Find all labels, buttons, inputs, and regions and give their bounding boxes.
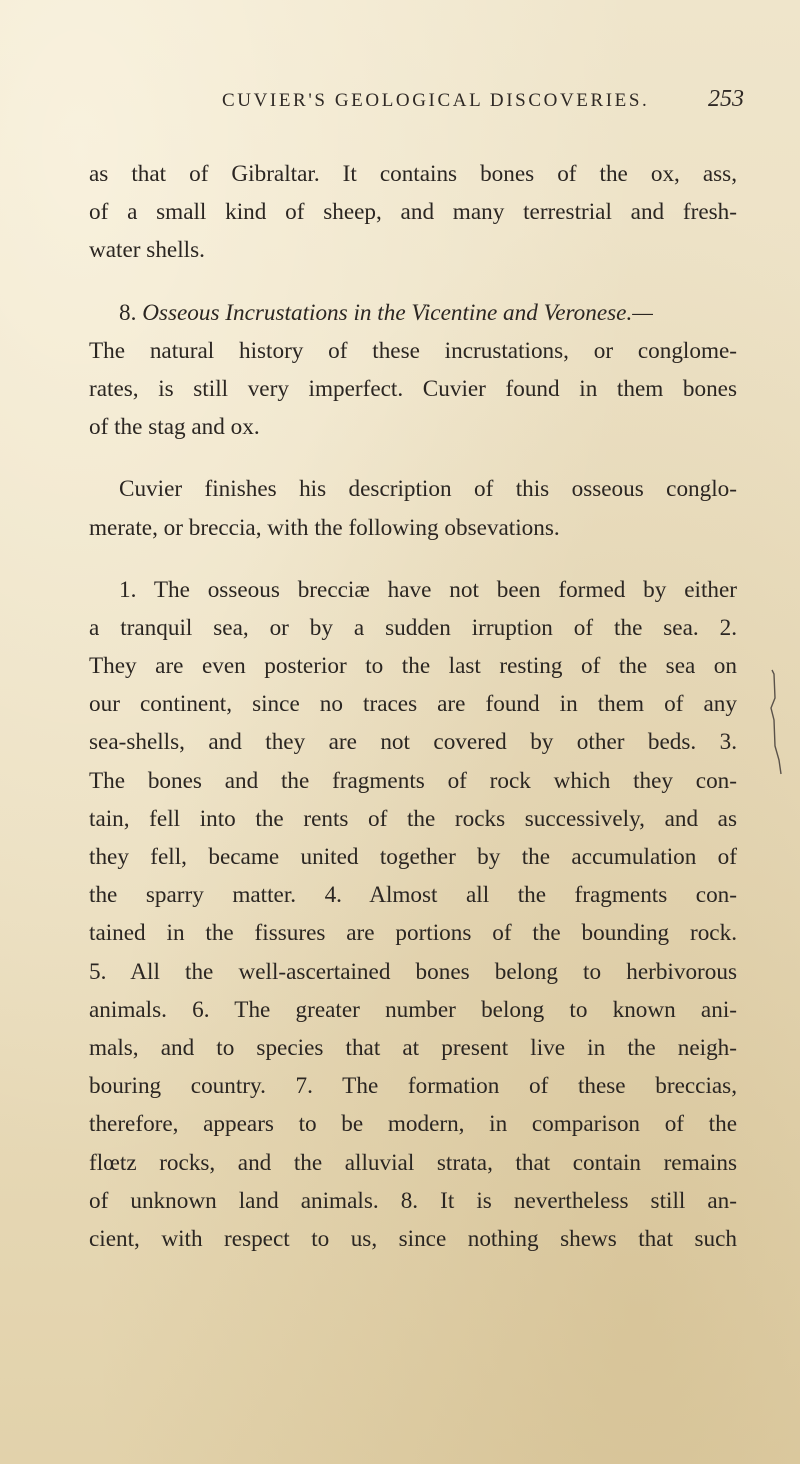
text-line: therefore, appears to be modern, in comparison of the [89, 1111, 737, 1138]
text-line: water shells. [89, 237, 205, 264]
paragraph-gap [89, 446, 737, 470]
text-line: The natural history of these incrustations, or conglome- [89, 337, 737, 364]
text-line: 5. All the well-ascertained bones belong to herbivorous [89, 958, 737, 985]
text-line: as that of Gibraltar. It contains bones of the ox, ass, [89, 161, 737, 187]
paragraph-1 [89, 155, 737, 270]
text-line: merate, or breccia, with the following obsevations. [89, 514, 560, 541]
margin-bracket-mark [752, 668, 782, 778]
text-line: mals, and to species that at present live in the neigh- [89, 1034, 737, 1061]
paragraph-4 [89, 571, 737, 1258]
section-number: 8. [119, 299, 137, 326]
section-title: Osseous Incrustations in the Vicentine and Veronese.— [142, 299, 653, 326]
text-line: of the stag and ox. [89, 414, 260, 441]
text-line: Cuvier finishes his description of this osseous conglo- [119, 476, 737, 503]
text-line: They are even posterior to the last resting of the sea on [89, 653, 737, 680]
paragraph-gap [89, 547, 737, 571]
paragraph-gap [89, 270, 737, 294]
page-number: 253 [708, 86, 744, 112]
running-title: CUVIER'S GEOLOGICAL DISCOVERIES. [222, 90, 650, 111]
running-head [0, 86, 800, 130]
text-line: a tranquil sea, or by a sudden irruption of the sea. 2. [89, 614, 737, 641]
text-line: they fell, became united together by the accumulation of [89, 844, 737, 870]
text-line: sea-shells, and they are not covered by other beds. 3. [89, 729, 737, 756]
text-line: the sparry matter. 4. Almost all the fragments con- [89, 882, 737, 909]
text-line: our continent, since no traces are found in them of any [89, 691, 737, 718]
text-line: animals. 6. The greater number belong to known ani- [89, 996, 737, 1023]
text-line: tain, fell into the rents of the rocks successively, and as [89, 805, 737, 832]
text-line: tained in the fissures are portions of the bounding rock. [89, 920, 737, 947]
text-line: cient, with respect to us, since nothing shews that such [89, 1225, 737, 1252]
text-line: of unknown land animals. 8. It is nevertheless still an- [89, 1187, 737, 1214]
body-text [89, 155, 737, 1258]
text-line: of a small kind of sheep, and many terrestrial and fresh- [89, 199, 737, 226]
text-line: The bones and the fragments of rock which they con- [89, 767, 737, 794]
text-line: rates, is still very imperfect. Cuvier found in them bones [89, 375, 737, 402]
section-heading [89, 294, 737, 332]
text-line: flœtz rocks, and the alluvial strata, that contain remains [89, 1149, 737, 1176]
paragraph-2 [89, 294, 737, 447]
paragraph-3 [89, 470, 737, 546]
text-line: bouring country. 7. The formation of these breccias, [89, 1073, 737, 1100]
text-line: 1. The osseous brecciæ have not been formed by either [119, 576, 737, 603]
